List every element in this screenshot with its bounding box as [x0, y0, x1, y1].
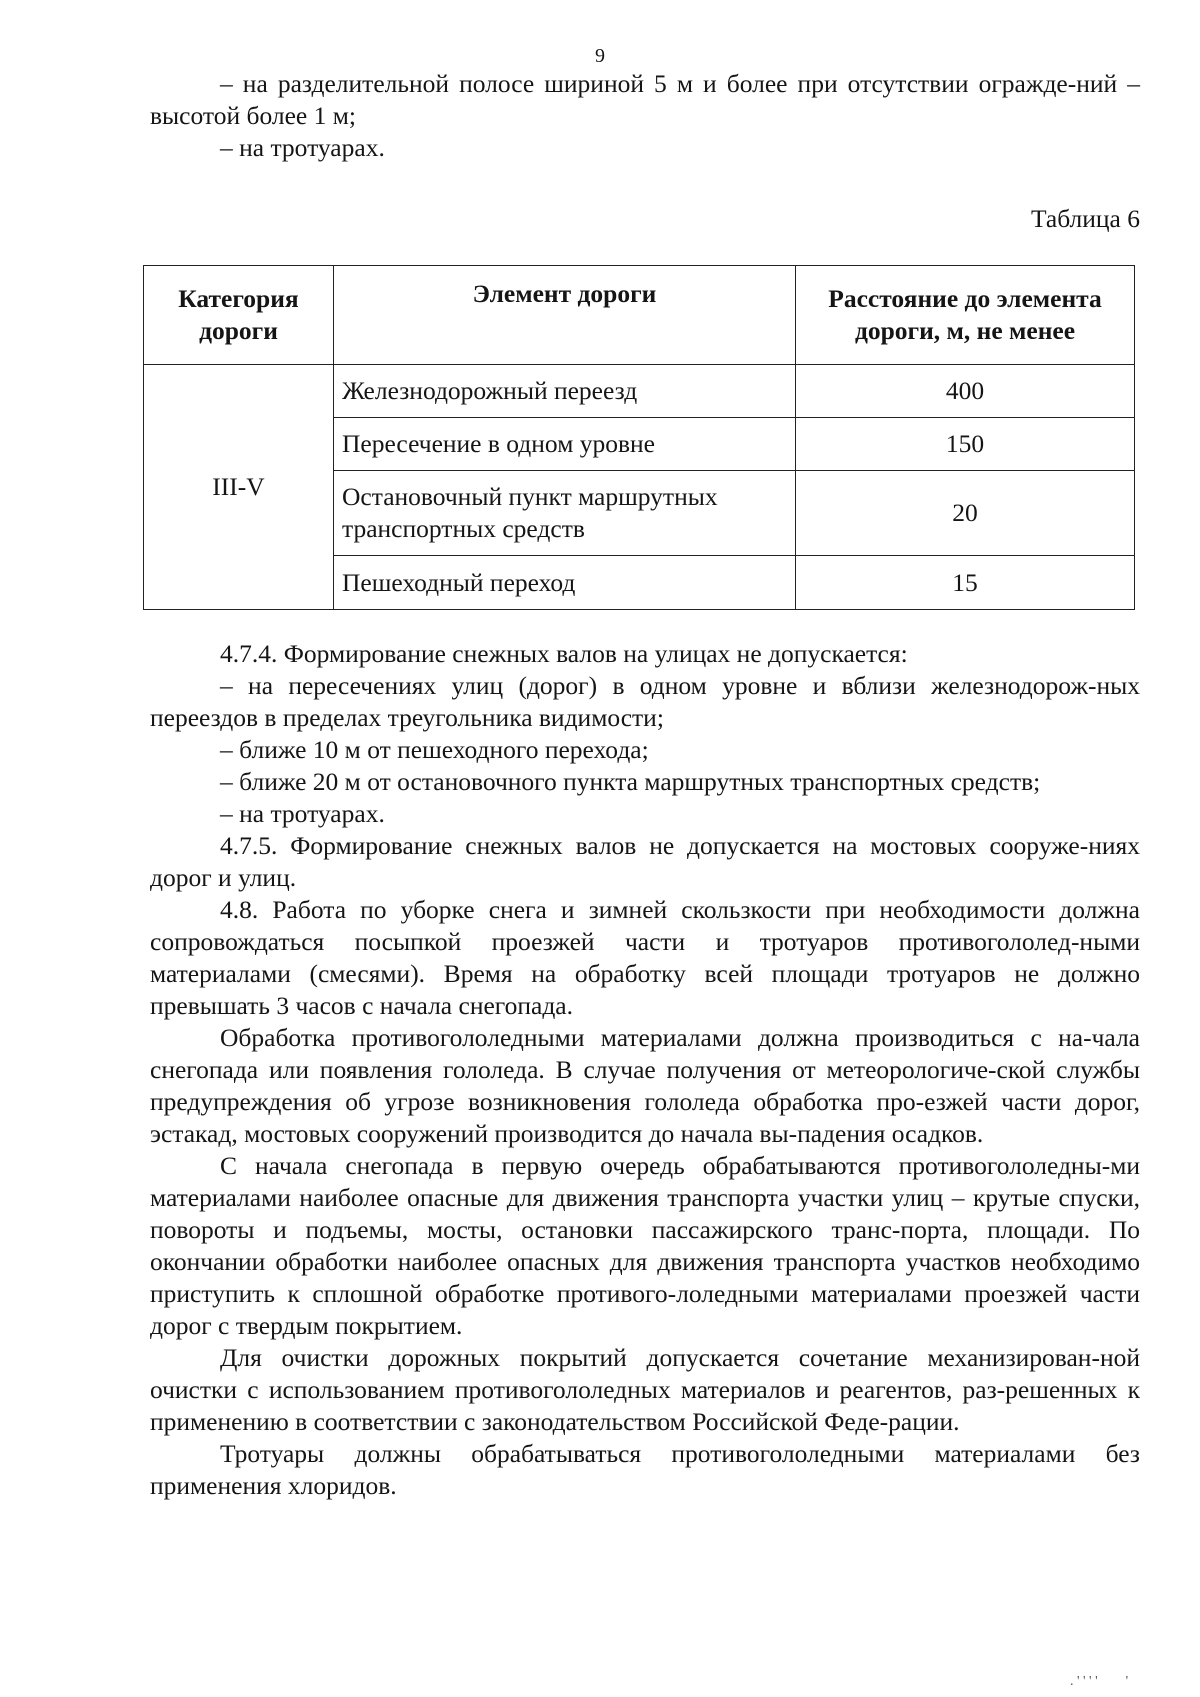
- paragraph: – на пересечениях улиц (дорог) в одном уровне и вблизи железнодорож-ных переездов в пределах треугольника видимости;: [150, 671, 1140, 732]
- distance-table: [143, 265, 1135, 610]
- header-element: Элемент дороги: [334, 266, 796, 365]
- paragraph: Для очистки дорожных покрытий допускается сочетание механизирован-ной очистки с использованием противогололедных материалов и реагентов, раз-решенных к применению в соответствии с законодательством Российской Феде-рации.: [150, 1343, 1140, 1436]
- page-number: 9: [595, 45, 605, 67]
- header-distance: Расстояние до элемента дороги, м, не менее: [796, 266, 1135, 365]
- paragraph: – ближе 20 м от остановочного пункта маршрутных транспортных средств;: [220, 767, 1041, 796]
- paragraph: – ближе 10 м от пешеходного перехода;: [220, 735, 649, 764]
- intro-text: [150, 68, 1140, 164]
- distance-cell: 20: [796, 471, 1135, 556]
- element-cell: Железнодорожный переезд: [334, 365, 796, 418]
- element-cell: Остановочный пункт маршрутных транспортных средств: [334, 471, 796, 556]
- scan-marks: . ' ' ' ' ': [1070, 1674, 1129, 1689]
- paragraph: 4.8. Работа по уборке снега и зимней скользкости при необходимости должна сопровождаться посыпкой проезжей части и тротуаров противогололед-ными материалами (смесями). Время на обработку всей площади тротуаров не должно превышать 3 часов с начала снегопада.: [150, 895, 1140, 1020]
- header-category: Категория дороги: [144, 266, 334, 365]
- element-cell: Пешеходный переход: [334, 556, 796, 610]
- distance-cell: 400: [796, 365, 1135, 418]
- category-cell: III-V: [144, 365, 334, 610]
- body-text: [150, 638, 1140, 1502]
- distance-cell: 150: [796, 418, 1135, 471]
- intro-line: – на тротуарах.: [220, 133, 385, 162]
- paragraph: Обработка противогололедными материалами должна производиться с на-чала снегопада или появления гололеда. В случае получения от метеорологиче-ской службы предупреждения об угрозе возникновения гололеда обработка про-езжей части дорог, эстакад, мостовых сооружений производится до начала вы-падения осадков.: [150, 1023, 1140, 1148]
- paragraph: – на тротуарах.: [220, 799, 385, 828]
- element-cell: Пересечение в одном уровне: [334, 418, 796, 471]
- paragraph: 4.7.4. Формирование снежных валов на улицах не допускается:: [220, 639, 908, 668]
- paragraph: Тротуары должны обрабатываться противогололедными материалами без применения хлоридов.: [150, 1439, 1140, 1500]
- intro-line: – на разделительной полосе шириной 5 м и более при отсутствии огражде-ний – высотой более 1 м;: [150, 69, 1140, 130]
- distance-cell: 15: [796, 556, 1135, 610]
- paragraph: 4.7.5. Формирование снежных валов не допускается на мостовых сооруже-ниях дорог и улиц.: [150, 831, 1140, 892]
- table-header-row: [144, 266, 1135, 365]
- table-row: [144, 365, 1135, 418]
- paragraph: С начала снегопада в первую очередь обрабатываются противогололедны-ми материалами наиболее опасные для движения транспорта участки улиц – крутые спуски, повороты и подъемы, мосты, остановки пассажирского транс-порта, площади. По окончании обработки наиболее опасных для движения транспорта участков необходимо приступить к сплошной обработке противого-лоледными материалами проезжей части дорог с твердым покрытием.: [150, 1151, 1140, 1340]
- table-caption: Таблица 6: [1030, 204, 1140, 233]
